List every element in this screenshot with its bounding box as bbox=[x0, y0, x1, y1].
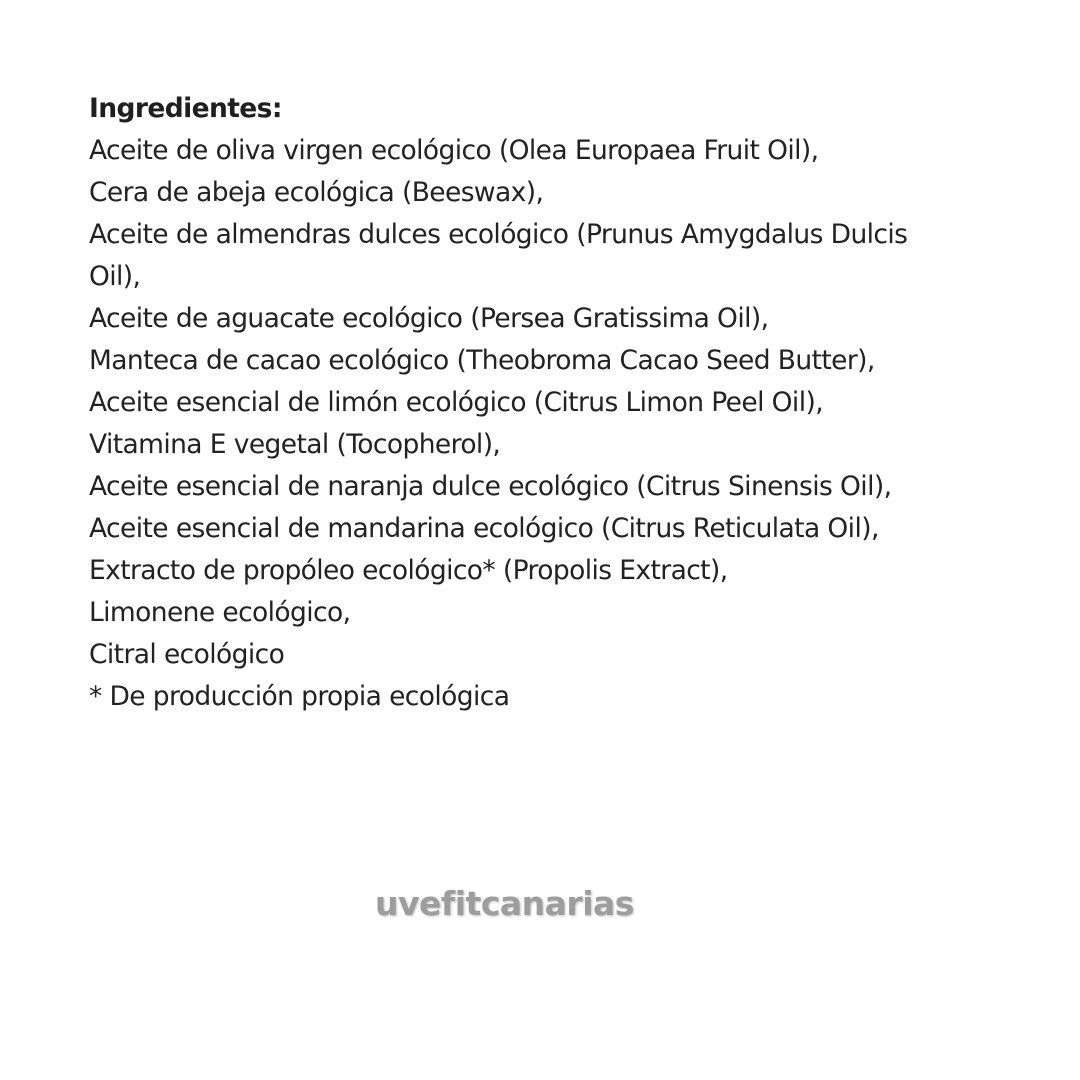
ingredient-line: Aceite esencial de limón ecológico (Citrus Limon Peel Oil), bbox=[89, 387, 824, 418]
ingredient-line: Aceite esencial de naranja dulce ecológico (Citrus Sinensis Oil), bbox=[89, 471, 892, 502]
ingredient-line: Manteca de cacao ecológico (Theobroma Cacao Seed Butter), bbox=[89, 345, 875, 376]
ingredient-footnote: * De producción propia ecológica bbox=[89, 681, 510, 712]
watermark-brand: uvefitcanarias bbox=[375, 884, 634, 923]
ingredient-line: Aceite de oliva virgen ecológico (Olea Europaea Fruit Oil), bbox=[89, 135, 819, 166]
ingredient-line: Extracto de propóleo ecológico* (Propolis Extract), bbox=[89, 555, 728, 586]
ingredient-line: Aceite de aguacate ecológico (Persea Gratissima Oil), bbox=[89, 303, 769, 334]
ingredient-line: Oil), bbox=[89, 261, 141, 292]
ingredients-heading: Ingredientes: bbox=[89, 93, 282, 124]
ingredient-line: Vitamina E vegetal (Tocopherol), bbox=[89, 429, 501, 460]
ingredients-list bbox=[89, 88, 1009, 718]
ingredient-line: Cera de abeja ecológica (Beeswax), bbox=[89, 177, 544, 208]
ingredient-line: Citral ecológico bbox=[89, 639, 285, 670]
ingredient-line: Limonene ecológico, bbox=[89, 597, 351, 628]
ingredient-line: Aceite de almendras dulces ecológico (Prunus Amygdalus Dulcis bbox=[89, 219, 908, 250]
ingredient-line: Aceite esencial de mandarina ecológico (Citrus Reticulata Oil), bbox=[89, 513, 879, 544]
